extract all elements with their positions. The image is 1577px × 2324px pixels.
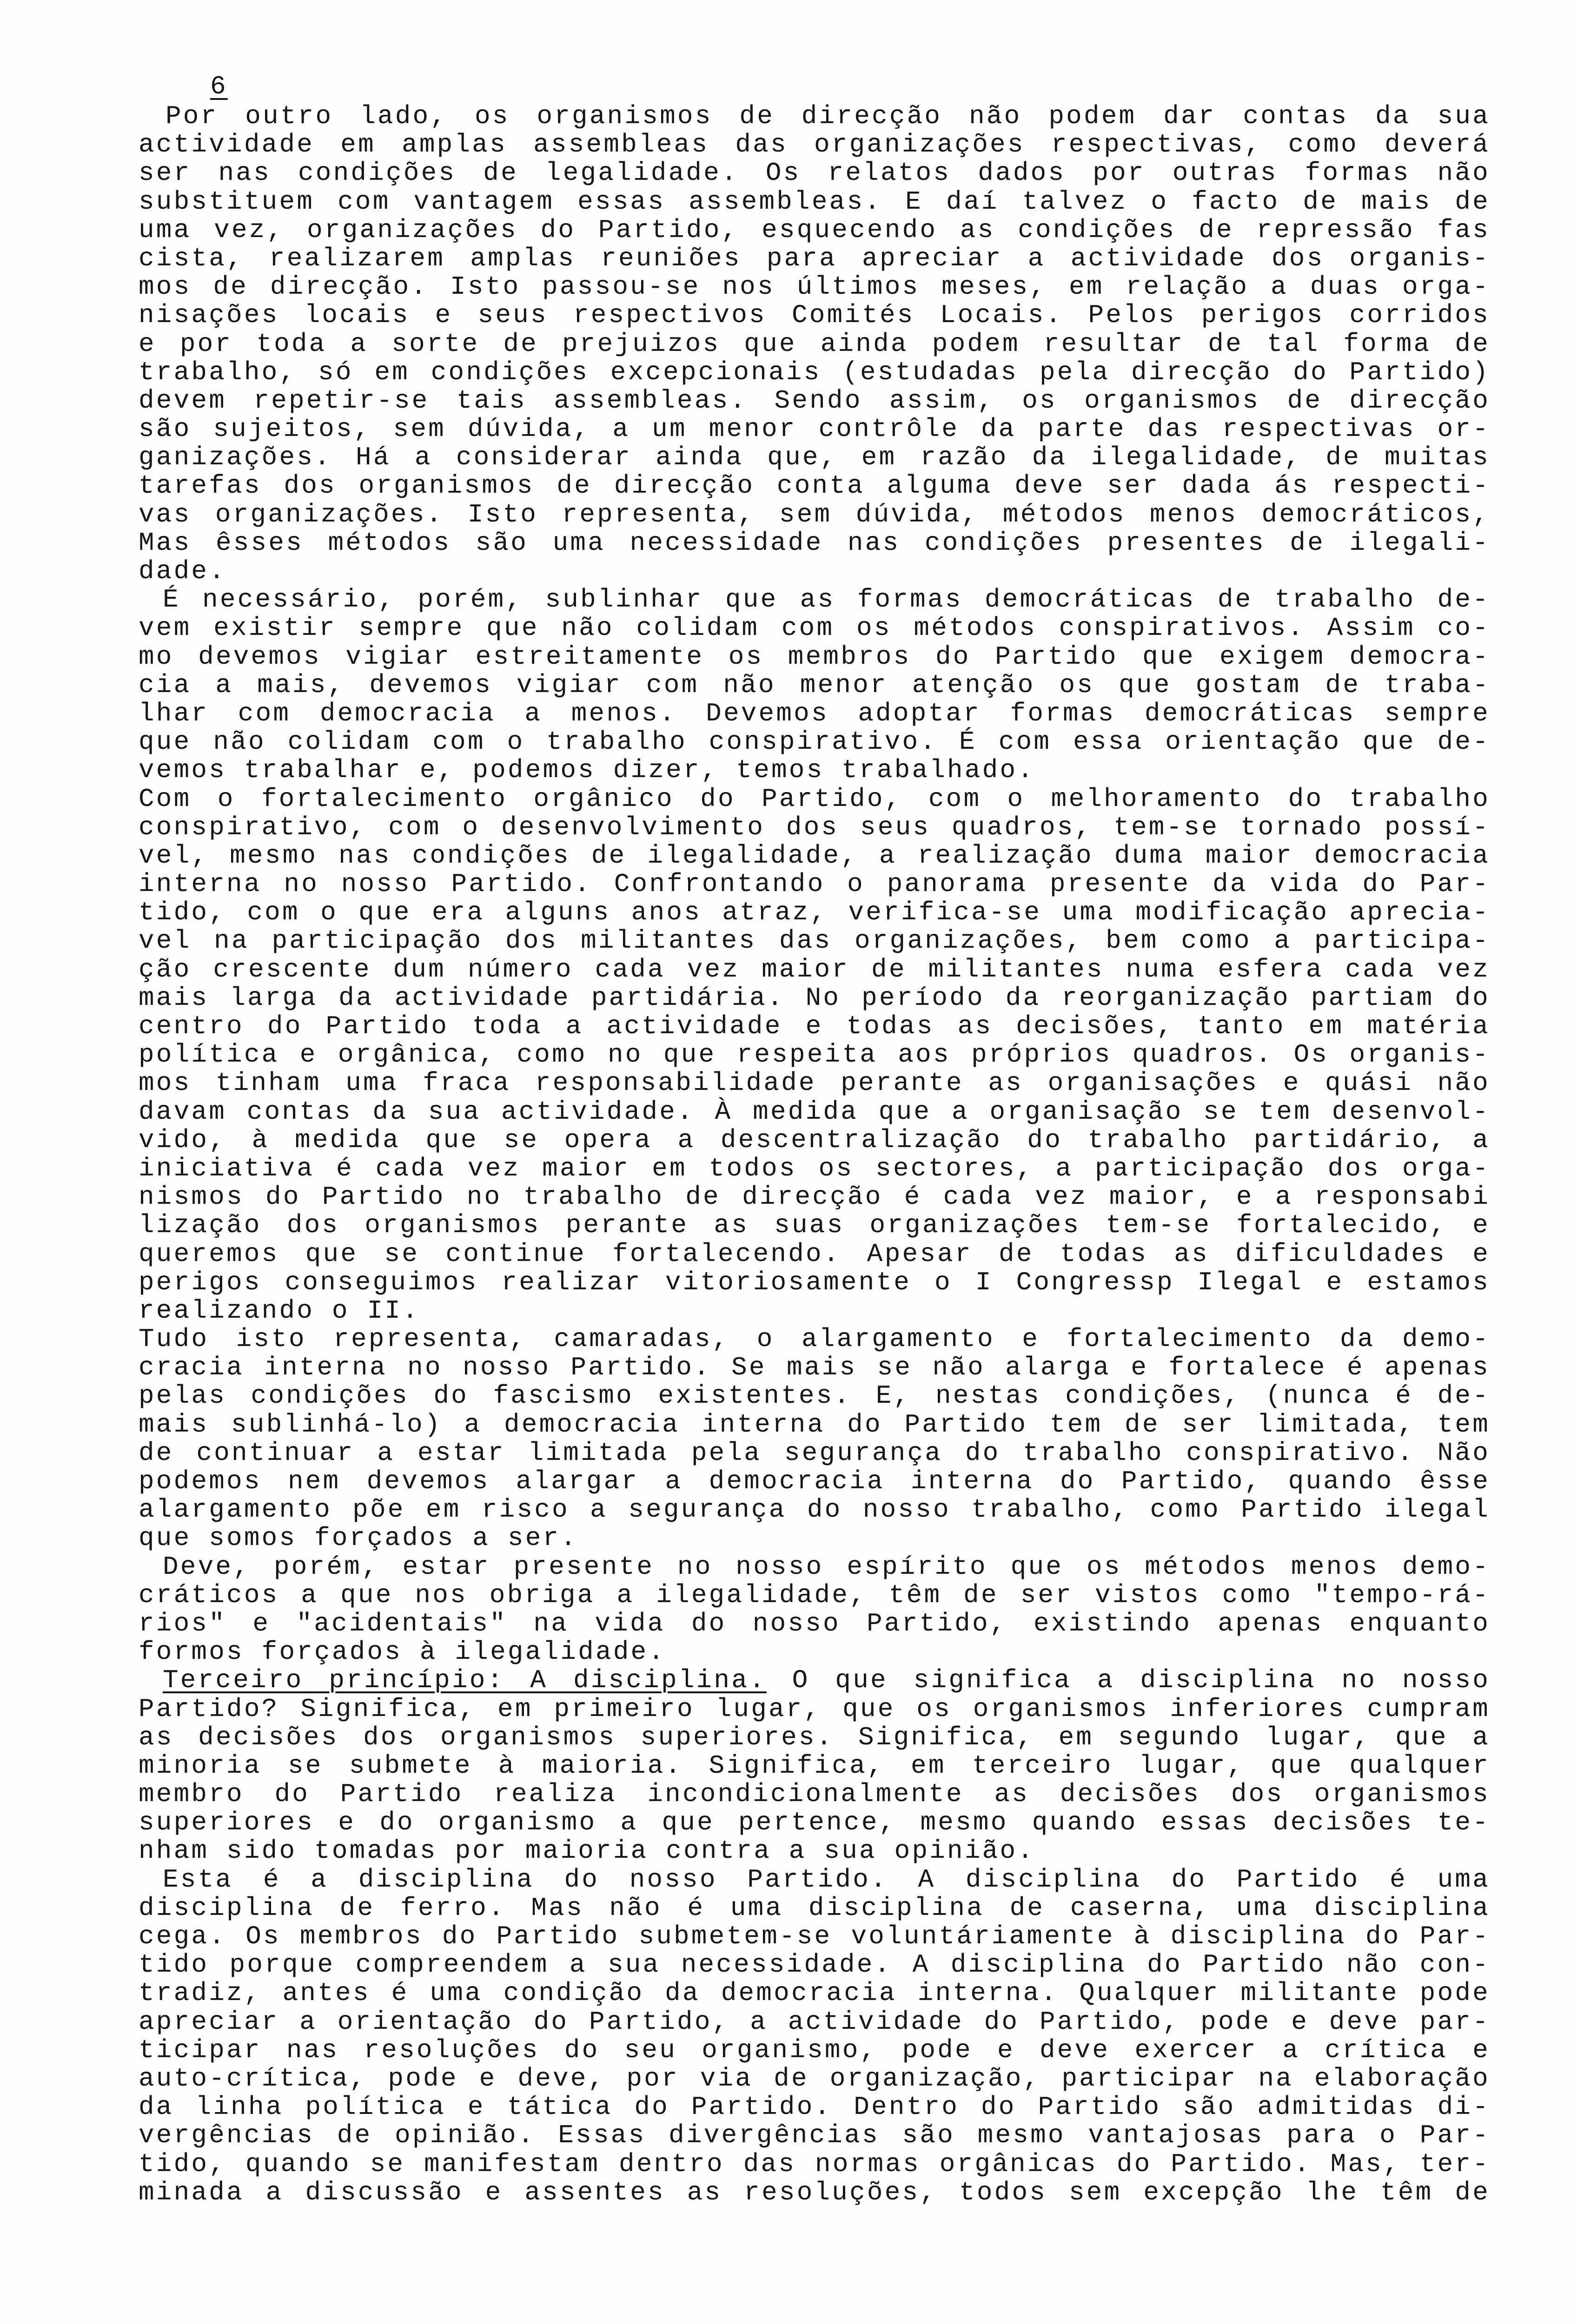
text-line: substituem com vantagem essas assembleas. E daí talvez o facto de mais de <box>139 186 1490 217</box>
text-line: auto-crítica, pode e deve, por via de organização, participar na elaboração <box>139 2063 1490 2093</box>
text-line: superiores e do organismo a que pertence, mesmo quando essas decisões te- <box>139 1808 1490 1838</box>
text-line: trabalho, só em condições excepcionais (estudadas pela direcção do Partido) <box>139 357 1490 387</box>
text-line <box>139 1666 1490 1695</box>
text-line: ser nas condições de legalidade. Os relatos dados por outras formas não <box>139 158 1490 188</box>
text-line: de continuar a estar limitada pela segurança do trabalho conspirativo. Não <box>139 1438 1490 1468</box>
text-line: cráticos a que nos obriga a ilegalidade, têm de ser vistos como "tempo-rá- <box>139 1580 1490 1610</box>
text-line: vem existir sempre que não colidam com os métodos conspirativos. Assim co- <box>139 613 1490 643</box>
text-line: mos de direcção. Isto passou-se nos últimos meses, em relação a duas orga- <box>139 272 1490 302</box>
text-line: mais larga da actividade partidária. No período da reorganização partiam do <box>139 983 1490 1013</box>
text-line: ganizações. Há a considerar ainda que, em razão da ilegalidade, de muitas <box>139 442 1490 473</box>
text-line: disciplina de ferro. Mas não é uma disciplina de caserna, uma disciplina <box>139 1893 1490 1923</box>
text-line: minoria se submete à maioria. Significa, em terceiro lugar, que qualquer <box>139 1750 1490 1781</box>
text-line: formos forçados à ilegalidade. <box>139 1637 666 1667</box>
text-line: centro do Partido toda a actividade e todas as decisões, tanto em matéria <box>139 1011 1490 1041</box>
paragraph <box>139 586 1490 785</box>
page-number: 6 <box>210 72 228 101</box>
text-line: vergências de opinião. Essas divergências são mesmo vantajosas para o Par- <box>139 2120 1490 2151</box>
text-line: nham sido tomadas por maioria contra a sua opinião. <box>139 1836 1035 1866</box>
text-line: uma vez, organizações do Partido, esquecendo as condições de repressão fas <box>139 215 1490 245</box>
text-line: cega. Os membros do Partido submetem-se voluntáriamente à disciplina do Par- <box>139 1921 1490 1951</box>
text-line: mais sublinhá-lo) a democracia interna do Partido tem de ser limitada, tem <box>139 1409 1490 1439</box>
text-line: tradiz, antes é uma condição da democracia interna. Qualquer militante pode <box>139 1978 1490 2008</box>
text-line: iniciativa é cada vez maior em todos os sectores, a participação dos orga- <box>139 1153 1490 1183</box>
section-heading: Terceiro princípio: A disciplina. <box>163 1665 767 1696</box>
text-line: cracia interna no nosso Partido. Se mais se não alarga e fortalece é apenas <box>139 1353 1490 1383</box>
section-paragraph <box>139 1666 1490 1865</box>
text-line: conspirativo, com o desenvolvimento dos seus quadros, tem-se tornado possí- <box>139 812 1490 842</box>
text-line: É necessário, porém, sublinhar que as formas democráticas de trabalho de- <box>163 585 1490 615</box>
text-line: política e orgânica, como no que respeita aos próprios quadros. Os organis- <box>139 1040 1490 1070</box>
document-body <box>139 102 1490 2207</box>
paragraph <box>139 1866 1490 2207</box>
text-line: cista, realizarem amplas reuniões para apreciar a actividade dos organis- <box>139 243 1490 273</box>
text-line: rios" e "acidentais" na vida do nosso Partido, existindo apenas enquanto <box>139 1608 1490 1638</box>
text-line: lhar com democracia a menos. Devemos adoptar formas democráticas sempre <box>139 698 1490 728</box>
text-line: que não colidam com o trabalho conspirativo. É com essa orientação que de- <box>139 727 1490 757</box>
text-line: ticipar nas resoluções do seu organismo, pode e deve exercer a crítica e <box>139 2035 1490 2065</box>
text-line: Deve, porém, estar presente no nosso espírito que os métodos menos demo- <box>163 1552 1490 1582</box>
text-line: devem repetir-se tais assembleas. Sendo assim, os organismos de direcção <box>139 385 1490 416</box>
text-line: Mas êsses métodos são uma necessidade nas condições presentes de ilegali- <box>139 528 1490 558</box>
text-line: tido, com o que era alguns anos atraz, verifica-se uma modificação aprecia- <box>139 898 1490 928</box>
text-line: alargamento põe em risco a segurança do nosso trabalho, como Partido ilegal <box>139 1495 1490 1525</box>
text-line: queremos que se continue fortalecendo. Apesar de todas as dificuldades e <box>139 1239 1490 1269</box>
paragraph <box>139 785 1490 1326</box>
text-line: tido, quando se manifestam dentro das normas orgânicas do Partido. Mas, ter- <box>139 2149 1490 2179</box>
text-line: que somos forçados a ser. <box>139 1523 578 1553</box>
text-line: nisações locais e seus respectivos Comités Locais. Pelos perigos corridos <box>139 300 1490 330</box>
text-line: realizando o II. <box>139 1295 420 1326</box>
text-line: cia a mais, devemos vigiar com não menor atenção os que gostam de traba- <box>139 670 1490 700</box>
text-line: vas organizações. Isto representa, sem dúvida, métodos menos democráticos, <box>139 499 1490 529</box>
text-line: da linha política e tática do Partido. Dentro do Partido são admitidas di- <box>139 2092 1490 2122</box>
text-line: mos tinham uma fraca responsabilidade perante as organisações e quási não <box>139 1068 1490 1098</box>
text-line: davam contas da sua actividade. À medida que a organisação se tem desenvol- <box>139 1096 1490 1127</box>
text-line: minada a discussão e assentes as resoluções, todos sem excepção lhe têm de <box>139 2177 1490 2207</box>
text-line: Partido? Significa, em primeiro lugar, que os organismos inferiores cumpram <box>139 1694 1490 1724</box>
text-line-rest: O que significa a disciplina no nosso <box>766 1665 1490 1696</box>
text-line: apreciar a orientação do Partido, a actividade do Partido, pode e deve par- <box>139 2007 1490 2037</box>
text-line: pelas condições do fascismo existentes. E, nestas condições, (nunca é de- <box>139 1381 1490 1411</box>
text-line: actividade em amplas assembleas das organizações respectivas, como deverá <box>139 130 1490 160</box>
text-line: Com o fortalecimento orgânico do Partido, com o melhoramento do trabalho <box>139 784 1490 814</box>
text-line: ção crescente dum número cada vez maior de militantes numa esfera cada vez <box>139 954 1490 984</box>
text-line: as decisões dos organismos superiores. Significa, em segundo lugar, que a <box>139 1722 1490 1752</box>
text-line: Tudo isto representa, camaradas, o alargamento e fortalecimento da demo- <box>139 1324 1490 1354</box>
text-line: interna no nosso Partido. Confrontando o panorama presente da vida do Par- <box>139 869 1490 899</box>
text-line: Por outro lado, os organismos de direcção não podem dar contas da sua <box>166 101 1490 131</box>
text-line: vel, mesmo nas condições de ilegalidade, a realização duma maior democracia <box>139 840 1490 871</box>
text-line: são sujeitos, sem dúvida, a um menor contrôle da parte das respectivas or- <box>139 414 1490 444</box>
text-line: vel na participação dos militantes das organizações, bem como a participa- <box>139 926 1490 956</box>
text-line: Esta é a disciplina do nosso Partido. A disciplina do Partido é uma <box>163 1864 1490 1895</box>
text-line: tido porque compreendem a sua necessidade. A disciplina do Partido não con- <box>139 1950 1490 1980</box>
paragraph <box>139 1325 1490 1553</box>
text-line: membro do Partido realiza incondicionalmente as decisões dos organismos <box>139 1779 1490 1809</box>
text-line: e por toda a sorte de prejuizos que ainda podem resultar de tal forma de <box>139 329 1490 359</box>
text-line: vido, à medida que se opera a descentralização do trabalho partidário, a <box>139 1125 1490 1155</box>
text-line: tarefas dos organismos de direcção conta alguma deve ser dada ás respecti- <box>139 471 1490 501</box>
text-line: vemos trabalhar e, podemos dizer, temos trabalhado. <box>139 755 1035 786</box>
text-line: perigos conseguimos realizar vitoriosamente o I Congressp Ilegal e estamos <box>139 1267 1490 1297</box>
paragraph <box>139 1553 1490 1667</box>
text-line: nismos do Partido no trabalho de direcção é cada vez maior, e a responsabi <box>139 1182 1490 1212</box>
paragraph <box>139 102 1490 586</box>
text-line: podemos nem devemos alargar a democracia interna do Partido, quando êsse <box>139 1466 1490 1496</box>
text-line: dade. <box>139 556 227 586</box>
text-line: lização dos organismos perante as suas organizações tem-se fortalecido, e <box>139 1210 1490 1241</box>
text-line: mo devemos vigiar estreitamente os membros do Partido que exigem democra- <box>139 641 1490 672</box>
